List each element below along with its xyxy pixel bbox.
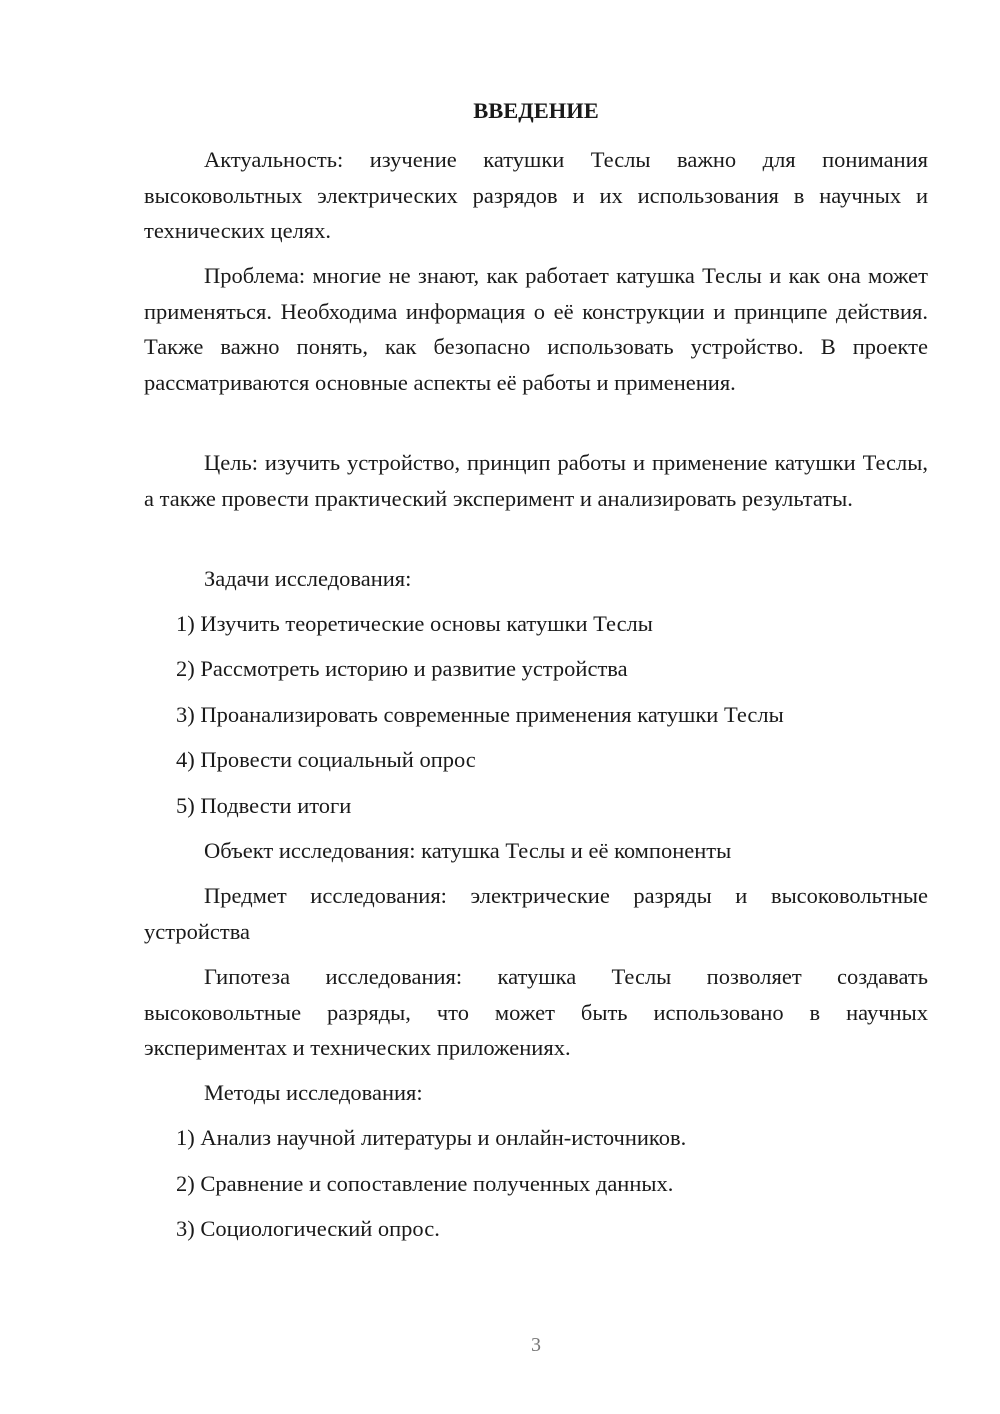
problem-paragraph: Проблема: многие не знают, как работает катушка Теслы и как она может применяться. Необходима информация о её конструкции и принципе действия. Также важно понять, как безопасно использовать устройство. В проекте рассматриваются основные аспекты её работы и применения. [144, 263, 928, 395]
method-item-2: 2) Сравнение и сопоставление полученных данных. [176, 1171, 674, 1196]
subject-paragraph: Предмет исследования: электрические разряды и высоковольтные устройства [144, 883, 928, 944]
tasks-heading: Задачи исследования: [204, 566, 412, 591]
goal-paragraph: Цель: изучить устройство, принцип работы и применение катушки Теслы, а также провести практический эксперимент и анализировать результаты. [144, 450, 928, 511]
task-item-2: 2) Рассмотреть историю и развитие устройства [176, 656, 628, 681]
task-item-3: 3) Проанализировать современные применения катушки Теслы [176, 702, 784, 727]
hypothesis-paragraph: Гипотеза исследования: катушка Теслы позволяет создавать высоковольтные разряды, что может быть использовано в научных экспериментах и технических приложениях. [144, 964, 928, 1060]
task-item-5: 5) Подвести итоги [176, 793, 352, 818]
method-item-3: 3) Социологический опрос. [176, 1216, 440, 1241]
task-item-4: 4) Провести социальный опрос [176, 747, 476, 772]
object-paragraph: Объект исследования: катушка Теслы и её компоненты [204, 838, 732, 863]
page-number: 3 [531, 1334, 541, 1356]
methods-heading: Методы исследования: [204, 1080, 423, 1105]
task-item-1: 1) Изучить теоретические основы катушки Теслы [176, 611, 653, 636]
relevance-paragraph: Актуальность: изучение катушки Теслы важно для понимания высоковольтных электрических разрядов и их использования в научных и технических целях. [144, 147, 928, 243]
method-item-1: 1) Анализ научной литературы и онлайн-источников. [176, 1125, 687, 1150]
page-title: ВВЕДЕНИЕ [473, 98, 599, 123]
